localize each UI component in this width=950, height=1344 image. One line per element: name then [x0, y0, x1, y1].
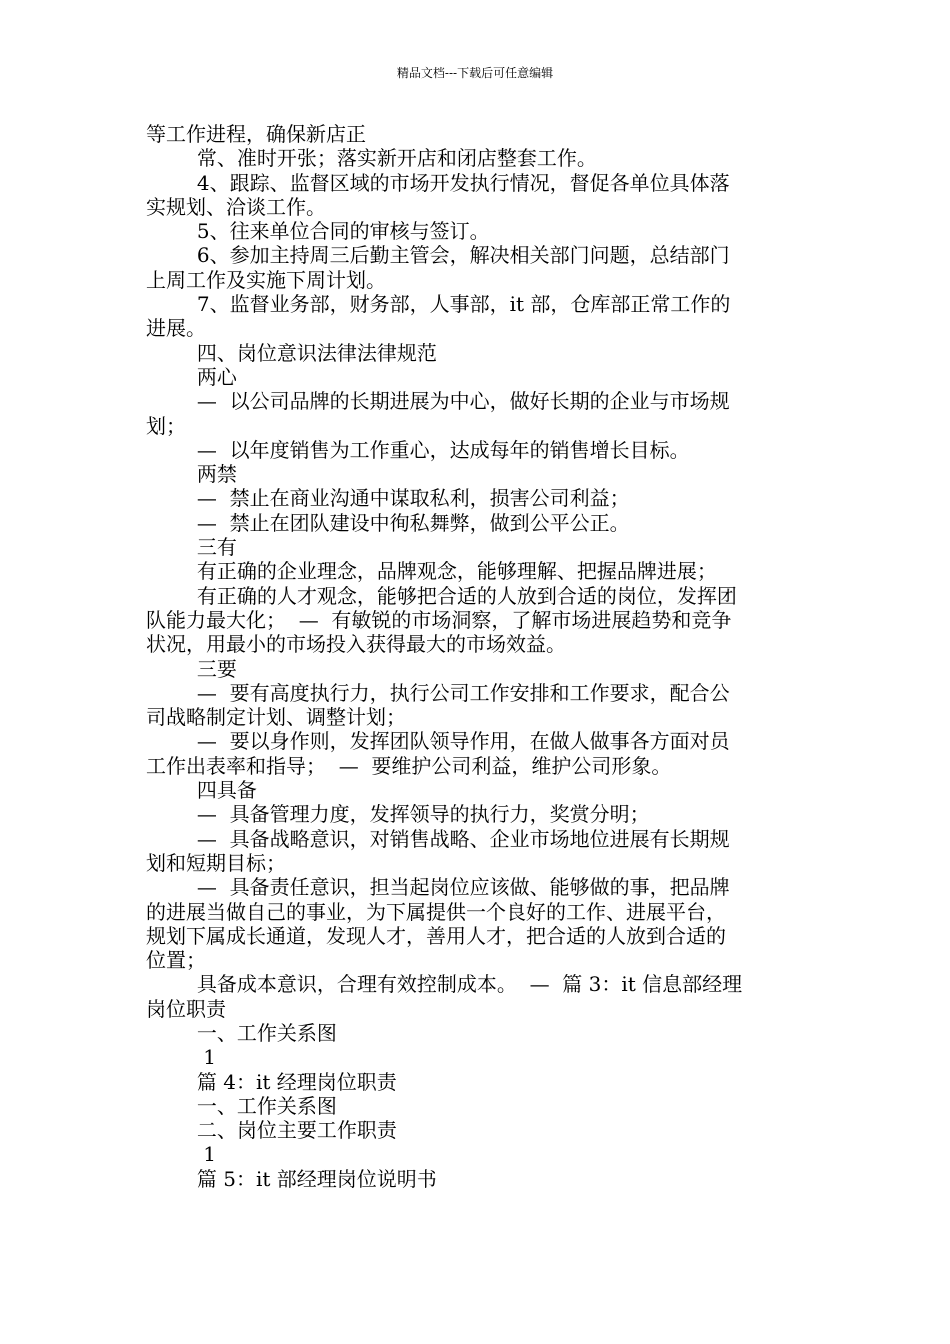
subsection-heading: 两心 [146, 364, 237, 389]
page-number: 1 [146, 1142, 216, 1167]
text-line: 工作出表率和指导； — 要维护公司利益，维护公司形象。 [146, 753, 672, 778]
text-line: 4、跟踪、监督区域的市场开发执行情况，督促各单位具体落 [146, 170, 730, 195]
text-line: — 禁止在商业沟通中谋取私利，损害公司利益； [146, 486, 630, 511]
text-line: 状况，用最小的市场投入获得最大的市场效益。 [146, 632, 566, 657]
text-line: 司战略制定计划、调整计划； [146, 705, 406, 730]
text-line: 的进展当做自己的事业，为下属提供一个良好的工作、进展平台， [146, 899, 726, 924]
text-line: 常、准时开张；落实新开店和闭店整套工作。 [146, 146, 597, 171]
text-line: 6、参加主持周三后勤主管会，解决相关部门问题，总结部门 [146, 243, 730, 268]
text-line: 队能力最大化； — 有敏锐的市场洞察，了解市场进展趋势和竞争 [146, 607, 732, 632]
text-line: — 要有高度执行力，执行公司工作安排和工作要求，配合公 [146, 680, 730, 705]
section-heading: 四、岗位意识法律法律规范 [146, 340, 437, 365]
text-line: — 以公司品牌的长期进展为中心，做好长期的企业与市场规 [146, 389, 730, 414]
section-heading: 一、工作关系图 [146, 1093, 337, 1118]
subsection-heading: 三有 [146, 535, 237, 560]
document-body [146, 122, 808, 1191]
text-line: 5、往来单位合同的审核与签订。 [146, 219, 490, 244]
text-line: — 具备战略意识，对销售战略、企业市场地位进展有长期规 [146, 826, 730, 851]
section-heading: 篇 5：it 部经理岗位说明书 [146, 1166, 437, 1191]
page-number: 1 [146, 1045, 216, 1070]
text-line: 有正确的企业理念，品牌观念，能够理解、把握品牌进展； [146, 559, 717, 584]
text-line: 划和短期目标； [146, 850, 286, 875]
section-heading: 一、工作关系图 [146, 1020, 337, 1045]
text-line: 进展。 [146, 316, 206, 341]
text-line: — 具备责任意识，担当起岗位应该做、能够做的事，把品牌 [146, 875, 730, 900]
subsection-heading: 两禁 [146, 462, 237, 487]
text-line: 等工作进程，确保新店正 [146, 122, 366, 146]
text-line: 实规划、洽谈工作。 [146, 194, 326, 219]
subsection-heading: 三要 [146, 656, 237, 681]
text-line: 上周工作及实施下周计划。 [146, 267, 386, 292]
text-line: 位置； [146, 948, 206, 973]
section-heading: 二、岗位主要工作职责 [146, 1118, 397, 1143]
section-heading: 篇 4：it 经理岗位职责 [146, 1069, 397, 1094]
text-line: 划； [146, 413, 186, 438]
text-line: — 以年度销售为工作重心，达成每年的销售增长目标。 [146, 437, 690, 462]
text-line: 7、监督业务部，财务部，人事部，it 部，仓库部正常工作的 [146, 292, 731, 317]
page-header: 精品文档---下载后可任意编辑 [396, 66, 554, 80]
text-line: 规划下属成长通道，发现人才，善用人才，把合适的人放到合适的 [146, 923, 726, 948]
text-line: — 具备管理力度，发挥领导的执行力，奖赏分明； [146, 802, 650, 827]
text-line: 具备成本意识，合理有效控制成本。 — 篇 3：it 信息部经理 [146, 972, 743, 997]
text-line: — 要以身作则，发挥团队领导作用，在做人做事各方面对员 [146, 729, 730, 754]
text-line: — 禁止在团队建设中徇私舞弊，做到公平公正。 [146, 510, 630, 535]
text-line: 有正确的人才观念，能够把合适的人放到合适的岗位，发挥团 [146, 583, 737, 608]
text-line: 岗位职责 [146, 996, 226, 1021]
subsection-heading: 四具备 [146, 778, 257, 803]
